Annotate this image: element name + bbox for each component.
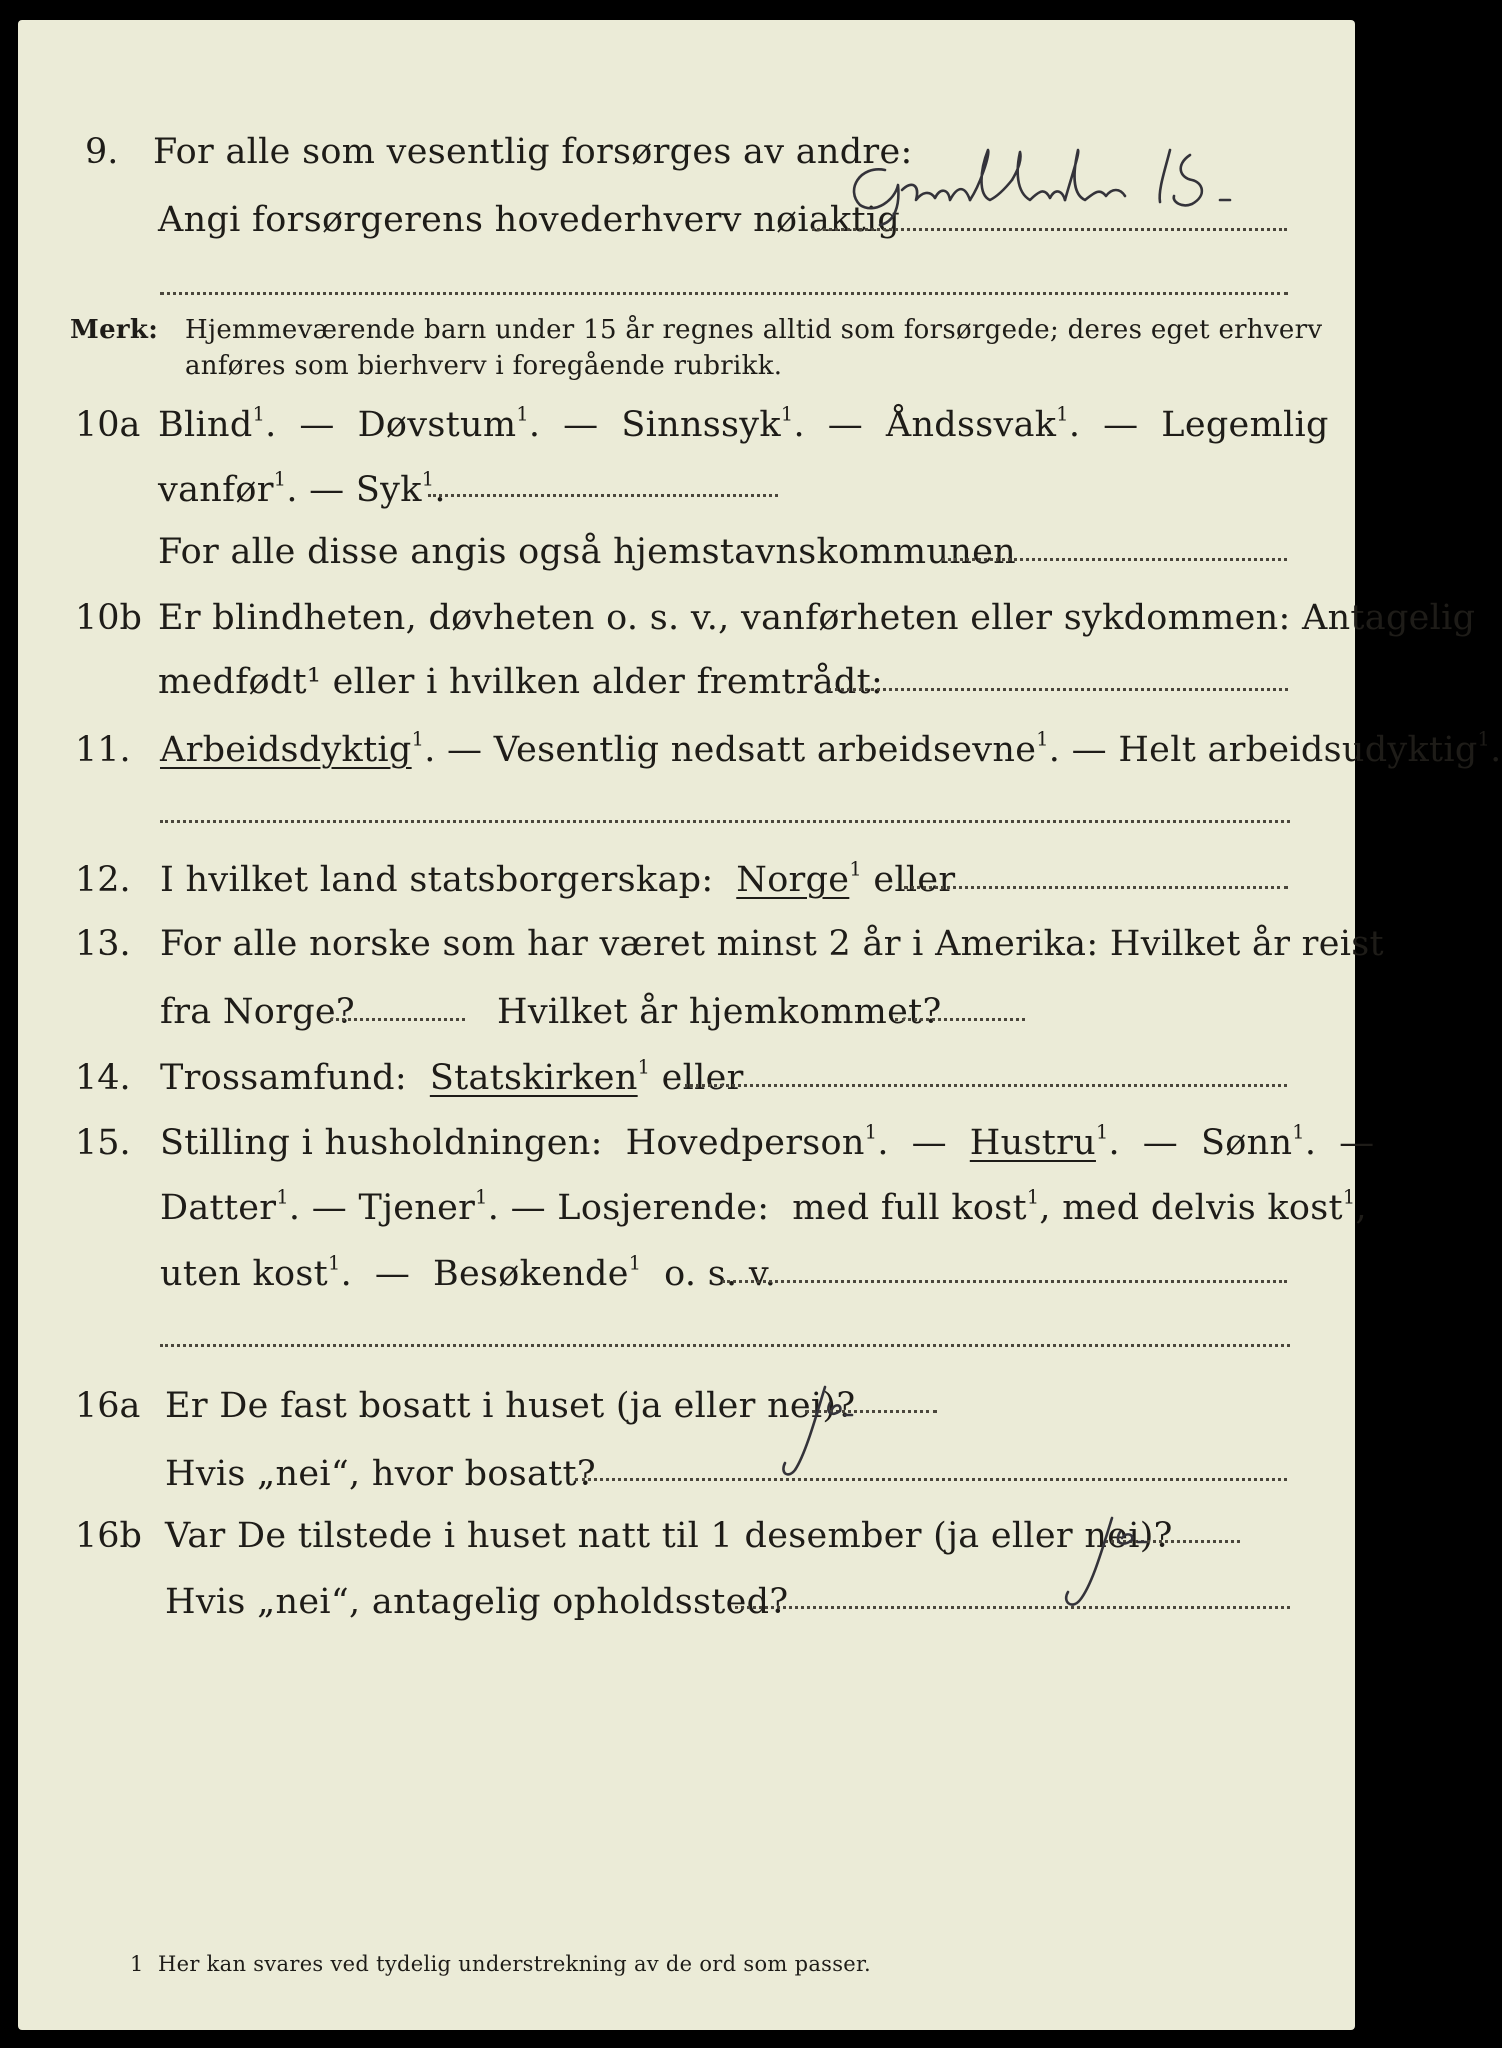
q15-extra-line [160,1344,1290,1347]
q12-norge: Norge [736,860,850,900]
q13-year-left-line [330,1018,465,1021]
q10b-line [828,688,1288,691]
q10b-line2: medfødt¹ eller i hvilken alder fremtrådt: [158,662,884,702]
q10a-number: 10a [75,405,141,445]
q11-extra-line [160,820,1290,823]
q9-line2: Angi forsørgerens hovederhverv nøiaktig [158,200,901,240]
q12-line: I hvilket land statsborgerskap: Norge$^1$ eller [160,857,956,900]
q13-line2a: fra Norge? [160,992,355,1032]
q15-number: 15. [75,1123,131,1163]
q10a-syk-line [428,494,778,497]
q13-number: 13. [75,924,131,964]
q13-year-returned-line [895,1018,1025,1021]
q16a-line1: Er De fast bosatt i huset (ja eller nei)? [165,1386,856,1426]
q15-line2: Datter$^1$. — Tjener$^1$. — Losjerende: med full kost$^1$, med delvis kost$^1$, [160,1185,1367,1228]
q9-line1: For alle som vesentlig forsørges av andre: [153,132,913,172]
q10a-andssvak: Åndssvak [885,405,1057,445]
q11-number: 11. [75,730,131,770]
q16b-line2: Hvis „nei“, antagelig opholdssted? [165,1582,789,1622]
q16b-line1: Var De tilstede i huset natt til 1 desember (ja eller nei)? [165,1516,1173,1556]
q13-line1: For alle norske som har været minst 2 år i Amerika: Hvilket år reist [160,924,1384,964]
q15-hustru: Hustru [969,1123,1096,1163]
q16a-number: 16a [75,1386,141,1426]
q12-number: 12. [75,860,131,900]
q16a-handwritten-answer [770,1375,890,1485]
q9-handwritten-answer [840,130,1310,230]
q13-line2b: Hvilket år hjemkommet? [497,992,942,1032]
q15-line3: uten kost$^1$. — Besøkende$^1$ o. s. v. [160,1251,777,1294]
merk-line1: Hjemmeværende barn under 15 år regnes alltid som forsørgede; deres eget erhverv [185,315,1323,345]
q16b-where-line [735,1606,1290,1609]
q14-number: 14. [75,1058,131,1098]
q10b-number: 10b [75,598,142,638]
footnote-text: Her kan svares ved tydelig understrekning av de ord som passer. [158,1952,872,1976]
q10a-sinnssyk: Sinnssyk [621,405,781,445]
q11-line: Arbeidsdyktig$^1$. — Vesentlig nedsatt arbeidsevne$^1$. — Helt arbeidsudyktig$^1$. [160,727,1502,770]
q10a-line1: Blind$^1$. — Døvstum$^1$. — Sinnssyk$^1$. — Åndssvak$^1$. — Legemlig [158,402,1329,445]
merk-line2: anføres som bierhverv i foregående rubrikk. [185,351,783,381]
q11-arbeidsdyktig: Arbeidsdyktig [160,730,412,770]
q10a-kommune-line [942,558,1287,561]
q9-number: 9. [85,132,119,172]
q15-line-fill [722,1280,1287,1283]
q10a-line3: For alle disse angis også hjemstavnskommunen [158,532,1016,572]
q9-extra-line [160,292,1288,295]
q16b-number: 16b [75,1516,142,1556]
q15-line1: Stilling i husholdningen: Hovedperson$^1$. — Hustru$^1$. — Sønn$^1$. — [160,1120,1375,1163]
q10a-blind: Blind [158,405,253,445]
footnote-marker: 1 [130,1952,144,1976]
q16a-where-line [575,1478,1287,1481]
q10a-dovstum: Døvstum [357,405,517,445]
q10a-legemlig: Legemlig [1161,405,1329,445]
q16b-handwritten-answer [1050,1500,1190,1620]
q10a-line2: vanfør$^1$. — Syk$^1$. [158,467,446,510]
q16a-line2: Hvis „nei“, hvor bosatt? [165,1454,596,1494]
q12-line-fill [904,886,1288,889]
q14-statskirken: Statskirken [429,1058,638,1098]
q10b-line1: Er blindheten, døvheten o. s. v., vanførheten eller sykdommen: Antagelig [158,598,1476,638]
q14-line: Trossamfund: Statskirken$^1$ eller [160,1055,744,1098]
q14-line-fill [685,1084,1287,1087]
merk-label: Merk: [70,315,159,345]
